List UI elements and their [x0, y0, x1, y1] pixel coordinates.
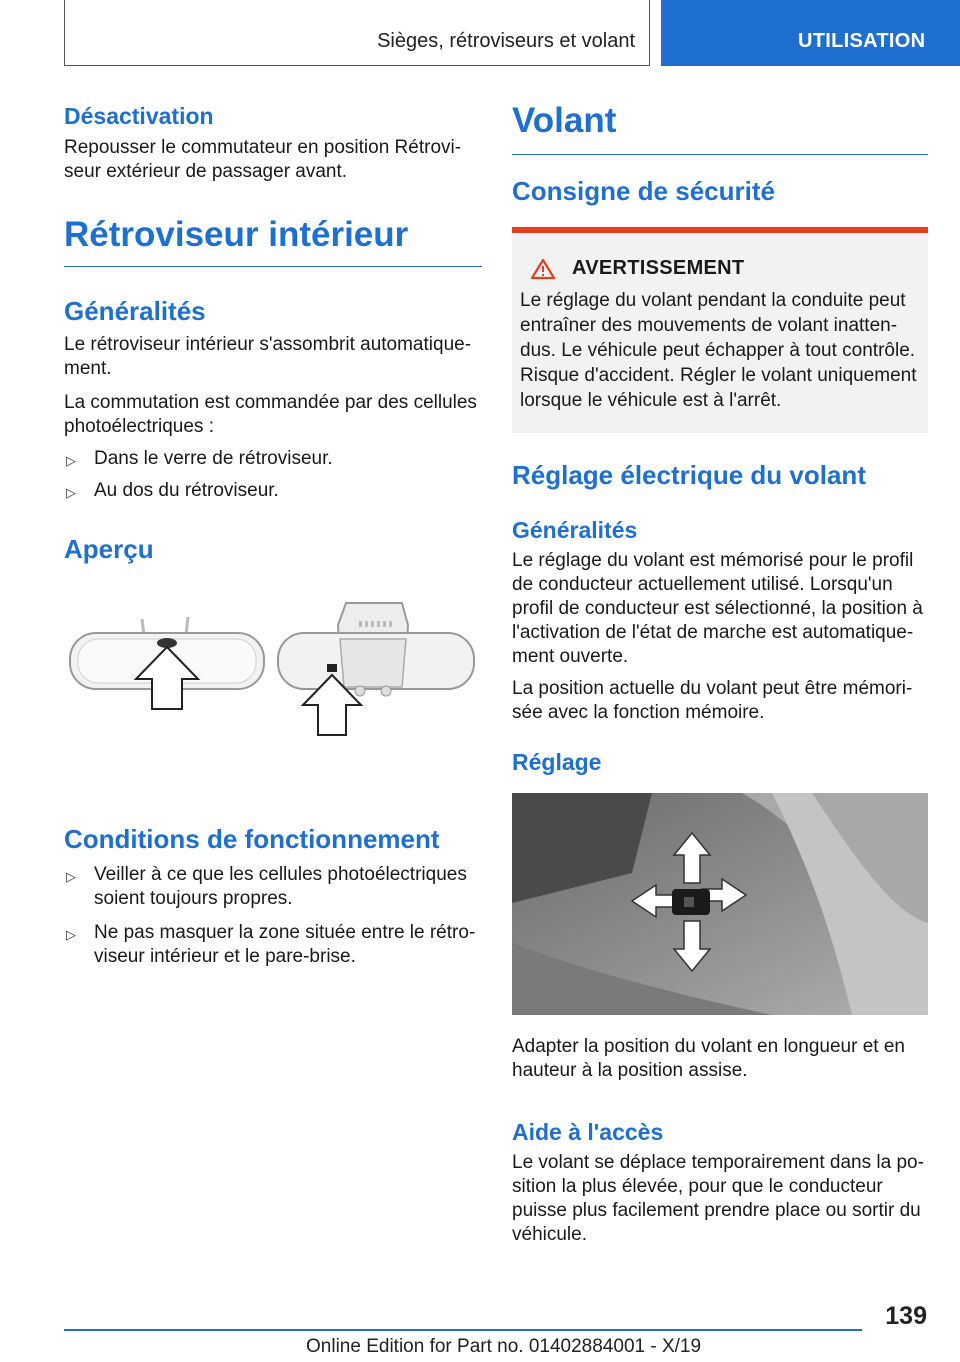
steering-wheel-heading: Volant: [512, 100, 928, 155]
header-chapter-title: UTILISATION: [798, 30, 926, 52]
deactivation-text: Repousser le commutateur en position Rétroviseur extérieur de passager avant.: [64, 137, 462, 182]
footer-divider: [64, 1329, 862, 1331]
footer-edition: Online Edition for Part no. 01402884001 - X/19: [306, 1336, 702, 1357]
safety-heading: Consigne de sécurité: [512, 176, 775, 206]
left-column: [64, 100, 482, 969]
triangle-bullet-icon: ▷: [66, 869, 76, 884]
triangle-bullet-icon: ▷: [66, 485, 76, 500]
list-item: ▷ Ne pas masquer la zone située entre le rétroviseur intérieur et le pare-brise.: [66, 922, 476, 967]
wheel-general-text-1: Le réglage du volant est mémorisé pour le profil de conducteur actuellement utilisé. Lorsqu'un profil de conducteur est sélectionné, la position à l'activation de l'état de marche est automatiquement ouverte.: [512, 550, 923, 667]
right-column: [512, 100, 928, 1247]
steering-adjust-photo: [512, 793, 928, 1015]
list-item: ▷ Au dos du rétroviseur.: [64, 479, 482, 503]
photocell-list: [64, 447, 482, 503]
page-number: 139: [885, 1302, 927, 1330]
general-text-2: La commutation est commandée par des cellules photoélectriques :: [64, 392, 477, 437]
conditions-heading: Conditions de fonctionnement: [64, 824, 440, 854]
warning-triangle-icon: [530, 258, 556, 280]
warning-text: Le réglage du volant pendant la conduite peut entraîner des mouvements de volant inattendus. Le véhicule peut échapper à tout contrôle. Risque d'accident. Régler le volant uniquement lorsque le véhicule est à l'arrêt.: [520, 290, 917, 411]
general-text-1: Le rétroviseur intérieur s'assombrit automatiquement.: [64, 334, 472, 379]
triangle-bullet-icon: ▷: [66, 927, 76, 942]
wheel-general-text-2: La position actuelle du volant peut être mémorisée avec la fonction mémoire.: [512, 678, 913, 723]
header-section-title: Sièges, rétroviseurs et volant: [377, 30, 635, 52]
access-heading: Aide à l'accès: [512, 1119, 664, 1145]
warning-title: AVERTISSEMENT: [530, 257, 920, 280]
list-item: ▷ Dans le verre de rétroviseur.: [64, 447, 482, 471]
warning-box: [512, 227, 928, 433]
conditions-list: [64, 863, 482, 969]
adjust-caption: Adapter la position du volant en longueur et en hauteur à la position assise.: [512, 1036, 905, 1081]
general-heading-right: Généralités: [512, 517, 638, 543]
deactivation-heading: Désactivation: [64, 103, 214, 129]
interior-mirror-heading: Rétroviseur intérieur: [64, 214, 482, 267]
access-text: Le volant se déplace temporairement dans la position la plus élevée, pour que le conducteur puisse plus facilement prendre place ou sortir du véhicule.: [512, 1152, 924, 1245]
list-item: ▷ Veiller à ce que les cellules photoélectriques soient toujours propres.: [66, 864, 467, 909]
general-heading-left: Généralités: [64, 296, 206, 326]
mirror-illustration: [64, 599, 482, 769]
triangle-bullet-icon: ▷: [66, 453, 76, 468]
adjust-heading: Réglage: [512, 749, 602, 775]
header-chapter-box: [661, 0, 960, 66]
electric-adjust-heading: Réglage électrique du volant: [512, 460, 866, 490]
overview-heading: Aperçu: [64, 534, 154, 564]
header-section-box: [64, 0, 650, 66]
